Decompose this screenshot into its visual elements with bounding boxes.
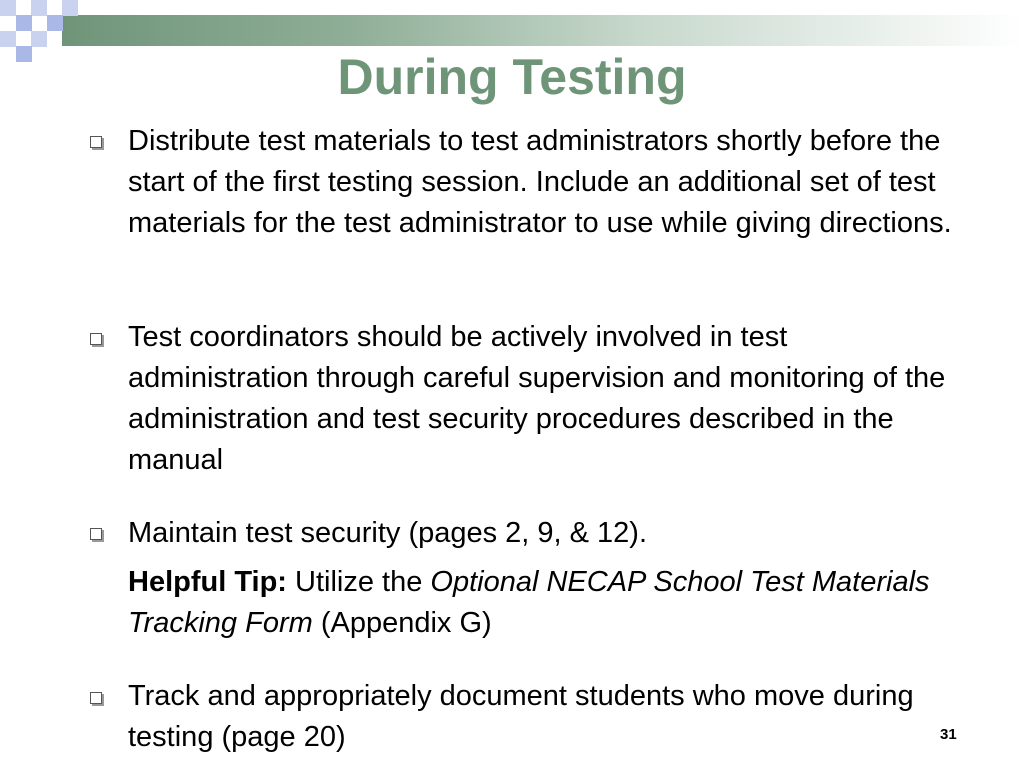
bullet-text-security: Maintain test security (pages 2, 9, & 12). [128,517,648,549]
hollow-square-bullet-icon [90,692,102,704]
bullet-text-coordinators: Test coordinators should be actively involved in test administration through careful supervision and monitoring of the administration and test security procedures described in the manual [128,321,946,476]
bullet-text-track: Track and appropriately document students who move during testing (page 20) [128,680,914,753]
helpful-tip-label: Helpful Tip: [128,566,287,598]
helpful-tip-form-name: Optional NECAP School Test Materials Tracking Form [128,566,930,639]
hollow-square-bullet-icon [90,333,102,345]
helpful-tip-text-before: Utilize the [286,566,431,598]
helpful-tip [128,562,958,644]
hollow-square-bullet-icon [90,528,102,540]
hollow-square-bullet-icon [90,136,102,148]
slide-title: During Testing [337,49,687,105]
header-gradient-bar [62,15,1024,46]
helpful-tip-text-after: (Appendix G) [312,607,492,639]
page-number: 31 [940,726,957,743]
bullet-text-distribute: Distribute test materials to test administrators shortly before the start of the first testing session. Include an additional set of test materials for the test administrator to use while giving directions. [128,125,952,239]
